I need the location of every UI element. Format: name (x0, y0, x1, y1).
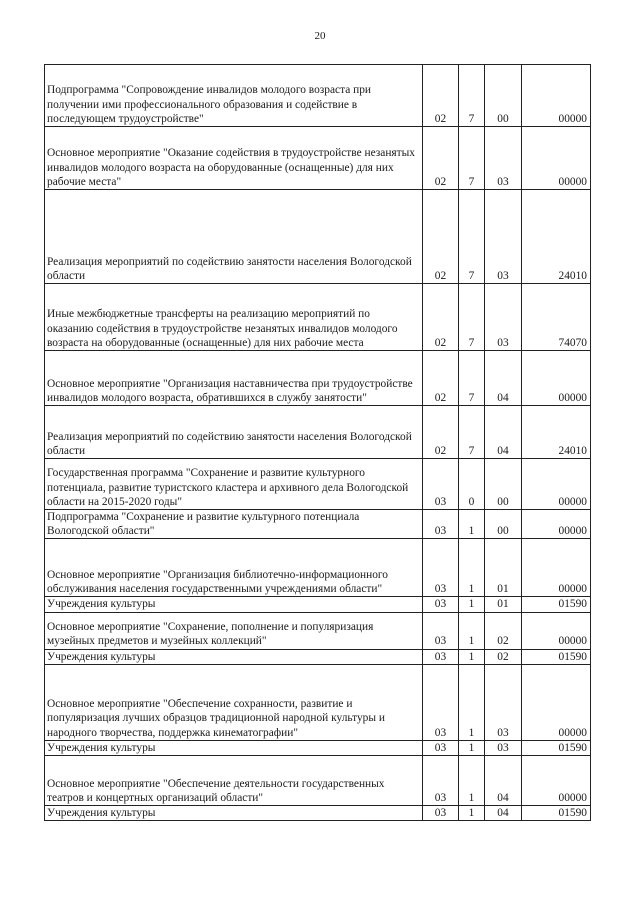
table-row (45, 65, 591, 127)
row-name-cell: Основное мероприятие "Организация наставничества при трудоустройстве инвалидов молодого возраста, обратившихся в службу занятости" (45, 351, 423, 406)
code-cell-3: 03 (485, 740, 522, 755)
code-cell-1: 03 (423, 539, 459, 597)
code-cell-1: 03 (423, 597, 459, 612)
row-name-cell: Учреждения культуры (45, 649, 423, 664)
code-cell-2: 1 (459, 612, 485, 649)
code-cell-1: 02 (423, 65, 459, 127)
code-cell-2: 1 (459, 539, 485, 597)
code-cell-1: 02 (423, 190, 459, 284)
code-cell-3: 03 (485, 664, 522, 740)
code-cell-1: 02 (423, 284, 459, 351)
code-cell-3: 04 (485, 351, 522, 406)
code-cell-4: 01590 (522, 740, 591, 755)
budget-classification-table (44, 64, 591, 821)
row-name-cell: Основное мероприятие "Обеспечение сохранности, развитие и популяризация лучших образцов традиционной народной культуры и народного творчества, поддержка кинематографии" (45, 664, 423, 740)
code-cell-3: 02 (485, 649, 522, 664)
code-cell-1: 03 (423, 806, 459, 821)
table-row (45, 664, 591, 740)
row-name-cell: Основное мероприятие "Оказание содействия в трудоустройстве незанятых инвалидов молодого возраста на оборудованные (оснащенные) для них рабочие места" (45, 127, 423, 190)
code-cell-2: 1 (459, 649, 485, 664)
code-cell-3: 04 (485, 806, 522, 821)
row-name-cell: Основное мероприятие "Обеспечение деятельности государственных театров и концертных организаций области" (45, 756, 423, 806)
table-row (45, 459, 591, 510)
table-row (45, 406, 591, 459)
code-cell-2: 0 (459, 459, 485, 510)
code-cell-4: 00000 (522, 664, 591, 740)
code-cell-1: 02 (423, 351, 459, 406)
table-row (45, 597, 591, 612)
code-cell-2: 7 (459, 127, 485, 190)
row-name-cell: Иные межбюджетные трансферты на реализацию мероприятий по оказанию содействия в трудоустройстве незанятых инвалидов молодого возраста на оборудованные (оснащенные) для них рабочие места (45, 284, 423, 351)
code-cell-4: 00000 (522, 539, 591, 597)
table-row (45, 756, 591, 806)
table-row (45, 740, 591, 755)
code-cell-3: 00 (485, 510, 522, 539)
table-row (45, 351, 591, 406)
code-cell-3: 04 (485, 406, 522, 459)
code-cell-2: 1 (459, 806, 485, 821)
row-name-cell: Государственная программа "Сохранение и развитие культурного потенциала, развитие туристского кластера и архивного дела Вологодской области на 2015-2020 годы" (45, 459, 423, 510)
code-cell-2: 1 (459, 664, 485, 740)
code-cell-2: 7 (459, 190, 485, 284)
code-cell-3: 02 (485, 612, 522, 649)
code-cell-4: 00000 (522, 459, 591, 510)
code-cell-1: 03 (423, 459, 459, 510)
code-cell-3: 00 (485, 459, 522, 510)
code-cell-1: 03 (423, 649, 459, 664)
code-cell-4: 24010 (522, 406, 591, 459)
row-name-cell: Реализация мероприятий по содействию занятости населения Вологодской области (45, 190, 423, 284)
table-row (45, 649, 591, 664)
code-cell-3: 03 (485, 190, 522, 284)
row-name-cell: Основное мероприятие "Организация библиотечно-информационного обслуживания населения государственными учреждениями области" (45, 539, 423, 597)
code-cell-3: 00 (485, 65, 522, 127)
code-cell-1: 03 (423, 612, 459, 649)
code-cell-1: 02 (423, 406, 459, 459)
code-cell-4: 74070 (522, 284, 591, 351)
code-cell-3: 03 (485, 284, 522, 351)
code-cell-2: 1 (459, 510, 485, 539)
code-cell-4: 00000 (522, 351, 591, 406)
code-cell-1: 02 (423, 127, 459, 190)
code-cell-4: 01590 (522, 597, 591, 612)
table-row (45, 127, 591, 190)
table-row (45, 539, 591, 597)
row-name-cell: Подпрограмма "Сохранение и развитие культурного потенциала Вологодской области" (45, 510, 423, 539)
code-cell-2: 7 (459, 406, 485, 459)
row-name-cell: Подпрограмма "Сопровождение инвалидов молодого возраста при получении ими профессионального образования и содействие в последующем трудоустройстве" (45, 65, 423, 127)
code-cell-4: 00000 (522, 65, 591, 127)
table-row (45, 284, 591, 351)
code-cell-4: 00000 (522, 127, 591, 190)
code-cell-2: 1 (459, 597, 485, 612)
row-name-cell: Учреждения культуры (45, 597, 423, 612)
table-row (45, 612, 591, 649)
code-cell-4: 01590 (522, 649, 591, 664)
code-cell-4: 00000 (522, 510, 591, 539)
code-cell-3: 04 (485, 756, 522, 806)
code-cell-3: 03 (485, 127, 522, 190)
code-cell-1: 03 (423, 756, 459, 806)
code-cell-4: 00000 (522, 612, 591, 649)
code-cell-4: 01590 (522, 806, 591, 821)
code-cell-3: 01 (485, 539, 522, 597)
table-row (45, 190, 591, 284)
code-cell-2: 1 (459, 740, 485, 755)
table-row (45, 806, 591, 821)
code-cell-1: 03 (423, 510, 459, 539)
row-name-cell: Реализация мероприятий по содействию занятости населения Вологодской области (45, 406, 423, 459)
code-cell-1: 03 (423, 664, 459, 740)
row-name-cell: Учреждения культуры (45, 740, 423, 755)
code-cell-2: 7 (459, 65, 485, 127)
code-cell-4: 00000 (522, 756, 591, 806)
code-cell-2: 1 (459, 756, 485, 806)
page-number: 20 (314, 30, 326, 42)
code-cell-2: 7 (459, 351, 485, 406)
row-name-cell: Основное мероприятие "Сохранение, пополнение и популяризация музейных предметов и музейных коллекций" (45, 612, 423, 649)
row-name-cell: Учреждения культуры (45, 806, 423, 821)
code-cell-1: 03 (423, 740, 459, 755)
table-row (45, 510, 591, 539)
code-cell-2: 7 (459, 284, 485, 351)
code-cell-3: 01 (485, 597, 522, 612)
code-cell-4: 24010 (522, 190, 591, 284)
